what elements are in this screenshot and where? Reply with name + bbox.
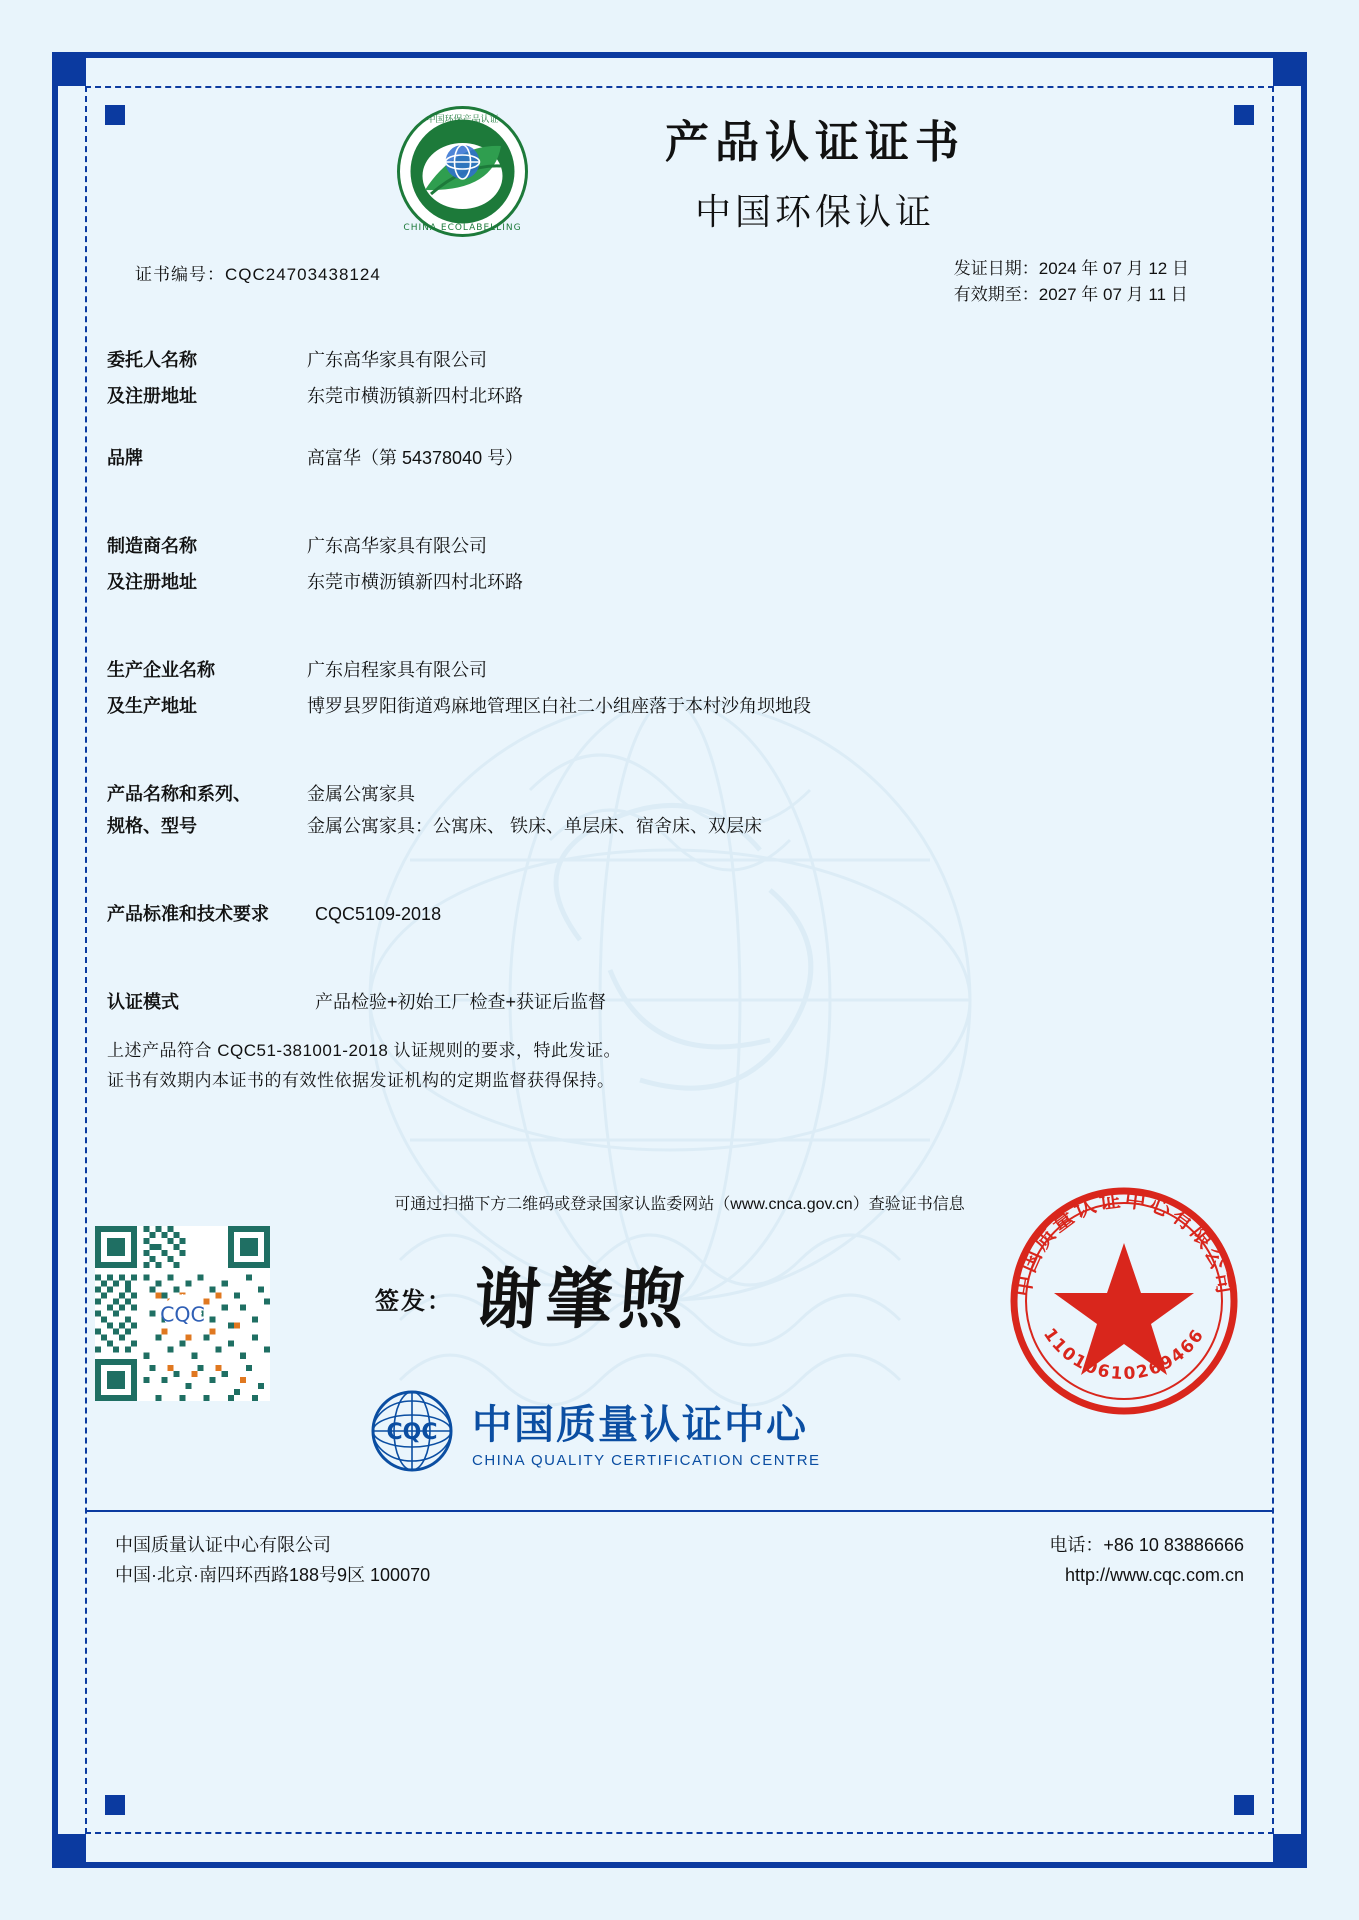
field-row	[107, 690, 1274, 722]
footer-address: 中国·北京·南四环西路188号9区 100070	[115, 1565, 431, 1585]
issue-date-label: 发证日期：	[953, 259, 1039, 278]
field-spacer	[107, 416, 1274, 438]
field-spacer	[107, 872, 1274, 894]
field-label: 及生产地址	[107, 696, 197, 716]
field-label: 品牌	[107, 448, 143, 468]
certificate-header	[85, 86, 1274, 246]
footer-phone: 电话：+86 10 83886666	[1049, 1535, 1244, 1555]
issuer-name-en: CHINA QUALITY CERTIFICATION CENTRE	[472, 1452, 821, 1469]
field-value: 东莞市横沥镇新四村北环路	[307, 572, 523, 592]
official-seal	[1004, 1181, 1244, 1421]
field-spacer	[107, 960, 1274, 982]
page-subtitle: 中国环保认证	[694, 191, 935, 232]
field-spacer	[107, 846, 1274, 868]
field-spacer	[107, 602, 1274, 624]
certificate-statement	[85, 1036, 1274, 1096]
field-value: 博罗县罗阳街道鸡麻地管理区白社二小组座落于本村沙角坝地段	[307, 696, 811, 716]
china-ecolabelling-icon	[395, 104, 530, 239]
field-spacer	[107, 478, 1274, 500]
statement-line-1: 上述产品符合 CQC51-381001-2018 认证规则的要求，特此发证。	[107, 1041, 621, 1060]
cqc-globe-icon	[370, 1389, 454, 1473]
certificate-number	[135, 260, 381, 285]
footer-company: 中国质量认证中心有限公司	[115, 1535, 331, 1555]
field-value: 产品检验+初始工厂检查+获证后监督	[315, 992, 607, 1012]
svg-text:中国环保产品认证: 中国环保产品认证	[426, 115, 499, 125]
field-row	[107, 986, 1274, 1018]
field-row-product	[107, 778, 1274, 842]
field-value: 广东启程家具有限公司	[307, 660, 487, 680]
certificate-meta	[85, 260, 1274, 318]
svg-text:11010610269466: 11010610269466	[1039, 1324, 1209, 1385]
footer-website[interactable]: http://www.cqc.com.cn	[1064, 1565, 1244, 1585]
field-spacer	[107, 752, 1274, 774]
field-value: 广东高华家具有限公司	[307, 350, 487, 370]
field-value-product	[307, 778, 762, 842]
signature-name: 谢肇煦	[471, 1260, 694, 1338]
qr-code[interactable]	[95, 1226, 270, 1401]
corner-ornament-top-right	[1273, 52, 1307, 86]
footer-right	[1049, 1530, 1244, 1600]
cqc-issuer-logo	[370, 1386, 1070, 1476]
field-label: 及注册地址	[107, 386, 197, 406]
svg-text:CHINA ECOLABELLING: CHINA ECOLABELLING	[403, 223, 522, 233]
field-spacer	[107, 726, 1274, 748]
field-value: CQC5109-2018	[315, 904, 442, 924]
field-label-line2: 规格、型号	[107, 816, 197, 836]
field-value: 东莞市横沥镇新四村北环路	[307, 386, 523, 406]
title-block	[555, 106, 1075, 235]
verify-note: 可通过扫描下方二维码或登录国家认监委网站（www.cnca.gov.cn）查验证书信息	[394, 1196, 965, 1213]
field-label: 及注册地址	[107, 572, 197, 592]
svg-text:中国质量认证中心有限公司: 中国质量认证中心有限公司	[1010, 1187, 1238, 1299]
issue-date-value: 2024 年 07 月 12 日	[1038, 259, 1189, 278]
field-spacer	[107, 504, 1274, 526]
expiry-date-row	[954, 282, 1189, 308]
field-label: 认证模式	[107, 992, 179, 1012]
statement-line-2: 证书有效期内本证书的有效性依据发证机构的定期监督获得保持。	[107, 1071, 615, 1090]
field-row	[107, 380, 1274, 412]
field-spacer	[107, 628, 1274, 650]
certificate-fields	[85, 344, 1274, 1018]
field-row	[107, 344, 1274, 376]
field-value: 广东高华家具有限公司	[307, 536, 487, 556]
corner-ornament-bottom-right	[1273, 1834, 1307, 1868]
signature-label: 签发：	[375, 1288, 453, 1315]
field-row	[107, 898, 1274, 930]
field-label: 制造商名称	[107, 536, 197, 556]
corner-ornament-top-left	[52, 52, 86, 86]
field-value: 高富华（第 54378040 号）	[307, 448, 524, 468]
expiry-date-label: 有效期至：	[953, 285, 1039, 304]
field-label: 委托人名称	[107, 350, 197, 370]
corner-ornament-bottom-left	[52, 1834, 86, 1868]
certificate-number-label: 证书编号：	[135, 265, 225, 284]
field-label-product	[107, 778, 307, 842]
expiry-date-value: 2027 年 07 月 11 日	[1038, 285, 1188, 304]
certificate-footer	[85, 1520, 1274, 1600]
field-row	[107, 442, 1274, 474]
certificate-dates	[954, 256, 1189, 308]
field-label: 生产企业名称	[107, 660, 215, 680]
certificate-number-value: CQC24703438124	[225, 265, 381, 284]
field-row	[107, 530, 1274, 562]
field-row	[107, 654, 1274, 686]
issue-date-row	[954, 256, 1189, 282]
footer-left	[115, 1530, 430, 1600]
cqc-issuer-text	[472, 1393, 821, 1469]
field-label-line1: 产品名称和系列、	[107, 784, 251, 804]
footer-divider	[85, 1510, 1274, 1512]
issuer-name-cn: 中国质量认证中心	[472, 1403, 808, 1447]
field-spacer	[107, 934, 1274, 956]
certificate-content	[85, 86, 1274, 1834]
field-value-line2: 金属公寓家具：公寓床、 铁床、单层床、宿舍床、双层床	[307, 816, 762, 836]
field-value-line1: 金属公寓家具	[307, 784, 415, 804]
svg-text:CQC: CQC	[386, 1420, 438, 1445]
field-label: 产品标准和技术要求	[107, 904, 269, 924]
field-row	[107, 566, 1274, 598]
page-title: 产品认证证书	[665, 118, 965, 167]
svg-text:CQC: CQC	[160, 1302, 205, 1327]
